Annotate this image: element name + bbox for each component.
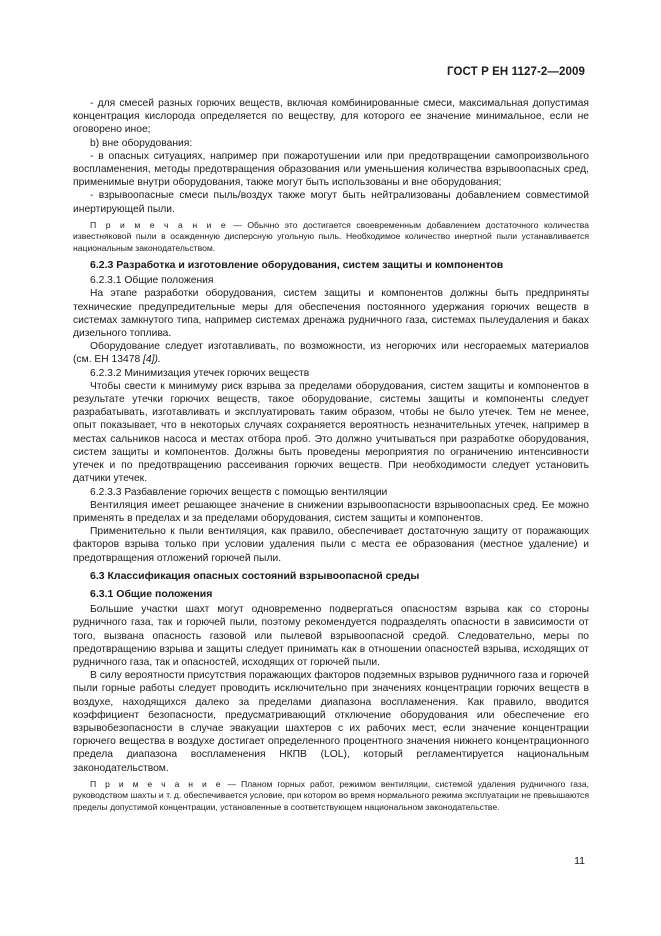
subsection-heading-6-2-3-3: 6.2.3.3 Разбавление горючих веществ с помощью вентиляции: [90, 486, 388, 498]
note-label: П р и м е ч а н и е: [90, 219, 228, 230]
paragraph: Применительно к пыли вентиляция, как правило, обеспечивает достаточную защиту от поражающих факторов взрыва только при условии удаления пыли с места ее образования (местное удаление) и предотвращения отложений горючей пыли.: [73, 526, 589, 564]
paragraph: - взрывоопасные смеси пыль/воздух также могут быть нейтрализованы добавлением совместимой инертирующей пыли.: [73, 190, 589, 215]
note-text: — Обычно это достигается своевременным добавлением достаточного количества известняковой пыли в осажденную дисперсную угольную пыль. Необходимое количество инертной пыли устанавливается национальным законодательством.: [73, 219, 590, 253]
section-heading-6-2-3: 6.2.3 Разработка и изготовление оборудования, систем защиты и компонентов: [90, 259, 504, 272]
paragraph: - для смесей разных горючих веществ, включая комбинированные смеси, максимальная допустимая концентрация кислорода определяется по веществу, для которого ее значение минимальное, если не оговорено иное;: [73, 98, 589, 136]
paragraph: В силу вероятности присутствия поражающих факторов подземных взрывов рудничного газа и горючей пыли горные работы следует проводить исключительно при значениях концентрации горючих веществ в воздухе, находящихся далеко за пределами диапазона воспламенения. Как правило, вводится коэффициент безопасности, предусматривающий отключение оборудования или обеспечение его взрывобезопасности в случае эвакуации шахтеров с их рабочих мест, если значение концентрации горючего вещества в воздухе достигает определенного процентного значения нижнего концентрационного предела диапазона воспламенения НКПВ (LOL), который регламентируется национальным законодательством.: [73, 670, 589, 774]
list-item-b: b) вне оборудования:: [90, 137, 193, 149]
paragraph: Большие участки шахт могут одновременно подвергаться опасностям взрыва как со стороны рудничного газа, так и горючей пыли, поэтому рекомендуется подразделять опасности в зависимости от того, вызвана опасность газовой или пылевой взрывоопасной средой. Следовательно, меры по предотвращению взрыва и защиты следует принимать как в отношении опасностей взрыва, исходящих от рудничного газа, так и опасностей, исходящих от горючей пыли.: [73, 604, 589, 668]
citation-reference: [4]).: [143, 354, 161, 366]
note-text: — Планом горных работ, режимом вентиляции, системой удаления рудничного газа, руководством шахты и т. д. обеспечивается условие, при котором во время нормального режима эксплуатации не превышаются пределы допустимой концентрации, установленные в соответствующем национальном законодательстве.: [73, 778, 590, 812]
paragraph: - в опасных ситуациях, например при пожаротушении или при предотвращении самопроизвольного воспламенения, методы предотвращения образования или уменьшения количества взрывоопасных сред, применимые внутри оборудования, также могут быть использованы и вне оборудования;: [73, 150, 589, 189]
note: [73, 220, 589, 254]
paragraph: Вентиляция имеет решающее значение в снижении взрывоопасности взрывоопасных сред. Ее можно применять в пределах и за пределами оборудования, систем защиты и компонентов.: [73, 499, 589, 524]
note: [73, 779, 589, 813]
paragraph-text: Оборудование следует изготавливать, по возможности, из негорючих или несгораемых материалов (см. ЕН 13478: [73, 341, 589, 366]
note-label: П р и м е ч а н и е: [90, 778, 223, 789]
section-heading-6-3-1: 6.3.1 Общие положения: [90, 587, 213, 600]
subsection-heading-6-2-3-2: 6.2.3.2 Минимизация утечек горючих веществ: [90, 367, 310, 379]
page-content: [73, 97, 589, 817]
paragraph: [73, 340, 589, 366]
page-header-standard: ГОСТ Р ЕН 1127-2—2009: [447, 66, 585, 78]
paragraph: На этапе разработки оборудования, систем защиты и компонентов должны быть предприняты технические предупредительные меры для обеспечения постоянного удержания горючих веществ в системах замкнутого типа, например системах дренажа рудничного газа, системах пылеудаления и баках дизельного топлива.: [73, 288, 589, 340]
subsection-heading-6-2-3-1: 6.2.3.1 Общие положения: [90, 275, 214, 287]
section-heading-6-3: 6.3 Классификация опасных состояний взрывоопасной среды: [90, 569, 420, 582]
paragraph: Чтобы свести к минимуму риск взрыва за пределами оборудования, систем защиты и компонентов в результате утечки горючих веществ, такое оборудование, системы защиты и компоненты следует разрабатывать, изготавливать и эксплуатировать таким образом, чтобы не было утечек. Тем не менее, опыт показывает, что в некоторых случаях сохраняется вероятность незначительных утечек, например в местах сальников насоса и местах отбора проб. Это должно учитываться при разработке оборудования, систем защиты и компонентов. Должны быть проведены мероприятия по ограничению интенсивности утечек и по предотвращению рассеивания горючих веществ. При необходимости следует установить датчики утечек.: [73, 380, 589, 485]
page-number: 11: [574, 855, 585, 867]
